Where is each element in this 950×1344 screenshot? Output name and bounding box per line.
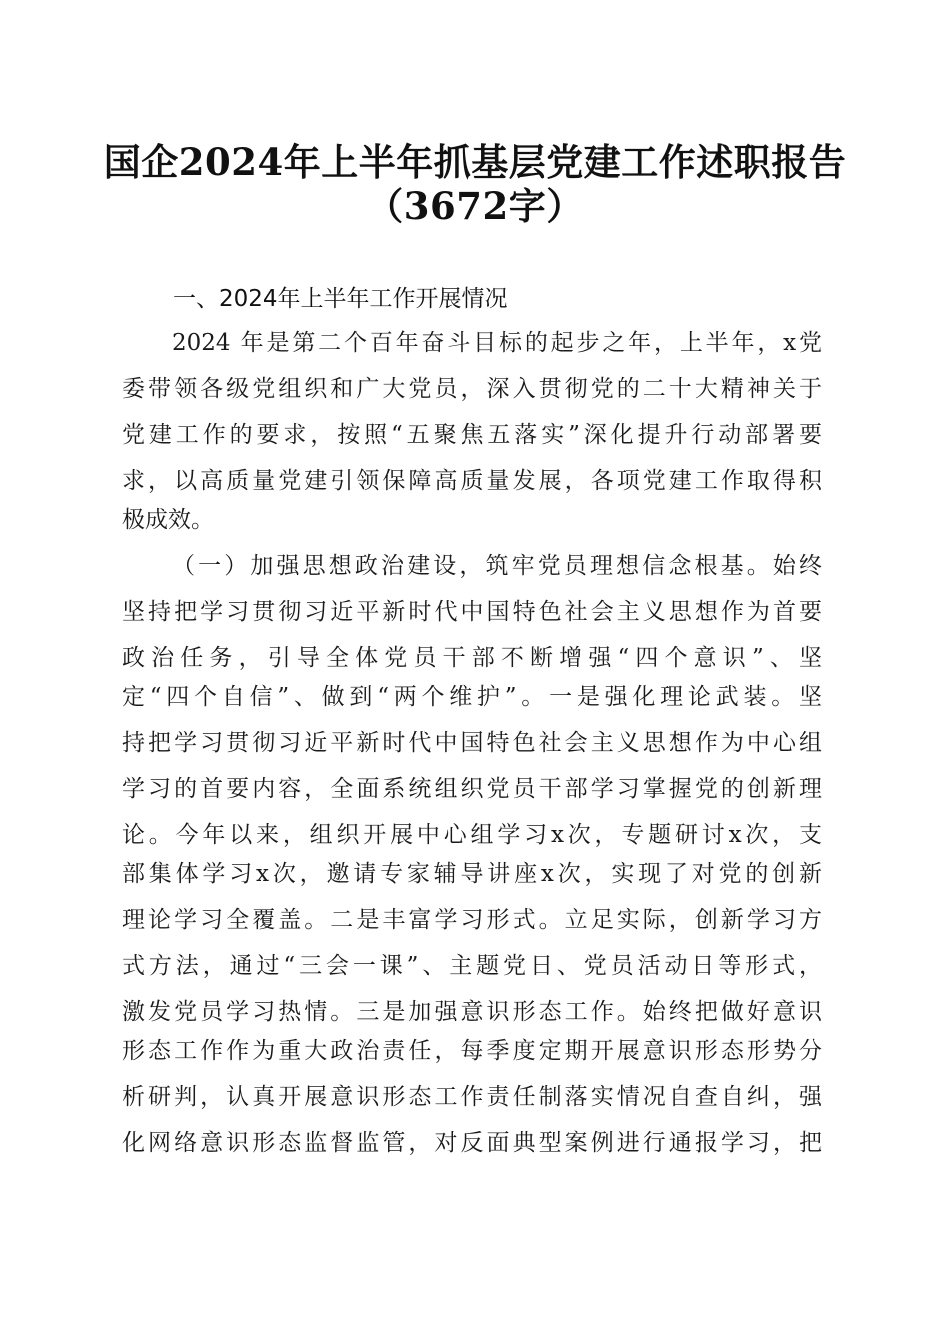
paragraph-line: （一）加强思想政治建设，筑牢党员理想信念根基。始终 <box>172 553 822 579</box>
paragraph-line: 委带领各级党组织和广大党员，深入贯彻党的二十大精神关于 <box>122 376 822 402</box>
document-title: 国企2024年上半年抓基层党建工作述职报告 <box>103 140 847 184</box>
paragraph-line: 化网络意识形态监督监管，对反面典型案例进行通报学习，把 <box>122 1130 822 1156</box>
paragraph-line: 形态工作作为重大政治责任，每季度定期开展意识形态形势分 <box>122 1038 822 1064</box>
paragraph-line: 学习的首要内容，全面系统组织党员干部学习掌握党的创新理 <box>122 776 822 802</box>
paragraph-line: 党建工作的要求，按照“五聚焦五落实”深化提升行动部署要 <box>122 422 822 448</box>
paragraph-line: 论。今年以来，组织开展中心组学习x次，专题研讨x次，支 <box>122 822 822 848</box>
paragraph-line: 式方法，通过“三会一课”、主题党日、党员活动日等形式， <box>122 953 822 979</box>
paragraph-line: 2024 年是第二个百年奋斗目标的起步之年，上半年，x党 <box>172 330 822 356</box>
paragraph-line: 部集体学习x次，邀请专家辅导讲座x次，实现了对党的创新 <box>122 861 822 887</box>
paragraph-line: 定“四个自信”、做到“两个维护”。一是强化理论武装。坚 <box>122 684 822 710</box>
paragraph-line: 极成效。 <box>122 507 214 533</box>
paragraph-line: 激发党员学习热情。三是加强意识形态工作。始终把做好意识 <box>122 999 822 1025</box>
paragraph-line: 析研判，认真开展意识形态工作责任制落实情况自查自纠，强 <box>122 1084 822 1110</box>
section-heading-1: 一、2024年上半年工作开展情况 <box>173 286 508 312</box>
paragraph-line: 持把学习贯彻习近平新时代中国特色社会主义思想作为中心组 <box>122 730 822 756</box>
paragraph-line: 求，以高质量党建引领保障高质量发展，各项党建工作取得积 <box>122 468 822 494</box>
paragraph-line: 理论学习全覆盖。二是丰富学习形式。立足实际，创新学习方 <box>122 907 822 933</box>
paragraph-line: 坚持把学习贯彻习近平新时代中国特色社会主义思想作为首要 <box>122 599 822 625</box>
document-title-wordcount: （3672字） <box>366 184 584 228</box>
paragraph-line: 政治任务，引导全体党员干部不断增强“四个意识”、坚 <box>122 645 822 671</box>
